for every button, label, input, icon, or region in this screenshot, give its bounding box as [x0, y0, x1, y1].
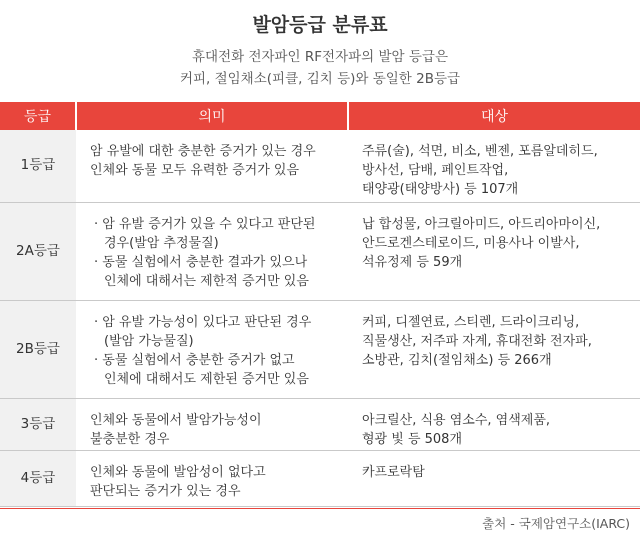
- target-line: 커피, 디젤연료, 스티렌, 드라이크리닝,: [362, 314, 580, 330]
- meaning-line: 인체와 동물에 발암성이 없다고: [90, 464, 266, 480]
- grade-cell: 3등급: [0, 398, 76, 450]
- target-line: 방사선, 담배, 페인트작업,: [362, 163, 509, 178]
- carcinogen-classification-table: [0, 102, 640, 507]
- table-row: [0, 130, 640, 202]
- target-cell: [348, 300, 640, 398]
- meaning-line: 암 유발에 대한 충분한 증거가 있는 경우: [90, 144, 316, 159]
- meaning-cell: [76, 130, 348, 202]
- bullet-text: · 암 유발 가능성이 있다고 판단된 경우: [94, 314, 312, 330]
- bullet-text: · 동물 실험에서 충분한 증거가 없고: [94, 352, 295, 368]
- target-cell: [348, 130, 640, 202]
- header-meaning: 의미: [76, 102, 348, 130]
- meaning-cell: [76, 450, 348, 506]
- table-row: [0, 202, 640, 300]
- target-line: 석유정제 등 59개: [362, 254, 463, 270]
- bullet-text: (발암 가능물질): [104, 333, 194, 349]
- subtitle-line: 커피, 절임채소(피클, 김치 등)와 동일한 2B등급: [179, 71, 461, 87]
- target-cell: [348, 398, 640, 450]
- source-credit: 출처 - 국제암연구소(IARC): [482, 516, 630, 531]
- grade-cell: 1등급: [0, 130, 76, 202]
- meaning-cell: [76, 398, 348, 450]
- bullet-text: 인체에 대해서도 제한된 증거만 있음: [104, 371, 309, 387]
- table-row: [0, 450, 640, 506]
- meaning-cell: [76, 300, 348, 398]
- bullet-text: · 동물 실험에서 충분한 결과가 있으나: [94, 254, 308, 270]
- target-line: 아크릴산, 식용 염소수, 염색제품,: [362, 412, 551, 428]
- table-row: [0, 398, 640, 450]
- target-line: 태양광(태양방사) 등 107개: [362, 182, 519, 197]
- meaning-line: 판단되는 증거가 있는 경우: [90, 483, 241, 499]
- bullet-text: 인체에 대해서는 제한적 증거만 있음: [104, 273, 309, 289]
- target-line: 소방관, 김치(절임채소) 등 266개: [362, 352, 552, 368]
- meaning-bullet: [90, 253, 344, 291]
- header-grade: 등급: [0, 102, 76, 130]
- meaning-line: 인체와 동물에서 발암가능성이: [90, 412, 262, 428]
- target-line: 안드로겐스테로이드, 미용사나 이발사,: [362, 235, 580, 251]
- meaning-bullet: [90, 351, 344, 389]
- bullet-text: · 암 유발 증거가 있을 수 있다고 판단된: [94, 216, 316, 232]
- table-row: [0, 300, 640, 398]
- subtitle: [0, 46, 640, 90]
- target-line: 형광 빛 등 508개: [362, 431, 463, 447]
- header-target: 대상: [348, 102, 640, 130]
- meaning-bullet: [90, 313, 344, 351]
- bullet-text: 경우(발암 추정물질): [104, 235, 219, 251]
- subtitle-line: 휴대전화 전자파인 RF전자파의 발암 등급은: [191, 49, 448, 65]
- page-title: 발암등급 분류표: [252, 14, 388, 36]
- meaning-line: 인체와 동물 모두 유력한 증거가 있음: [90, 163, 300, 178]
- grade-cell: 4등급: [0, 450, 76, 506]
- target-cell: [348, 450, 640, 506]
- grade-cell: 2A등급: [0, 202, 76, 300]
- meaning-cell: [76, 202, 348, 300]
- meaning-line: 불충분한 경우: [90, 431, 170, 447]
- table-header-row: [0, 102, 640, 130]
- meaning-bullet: [90, 215, 344, 253]
- target-line: 주류(술), 석면, 비소, 벤젠, 포름알데히드,: [362, 144, 598, 159]
- grade-cell: 2B등급: [0, 300, 76, 398]
- target-line: 납 합성물, 아크릴아미드, 아드리아마이신,: [362, 216, 601, 232]
- target-line: 카프로락탐: [362, 464, 425, 480]
- footer-divider: [0, 508, 640, 509]
- target-cell: [348, 202, 640, 300]
- target-line: 직물생산, 저주파 자계, 휴대전화 전자파,: [362, 333, 592, 349]
